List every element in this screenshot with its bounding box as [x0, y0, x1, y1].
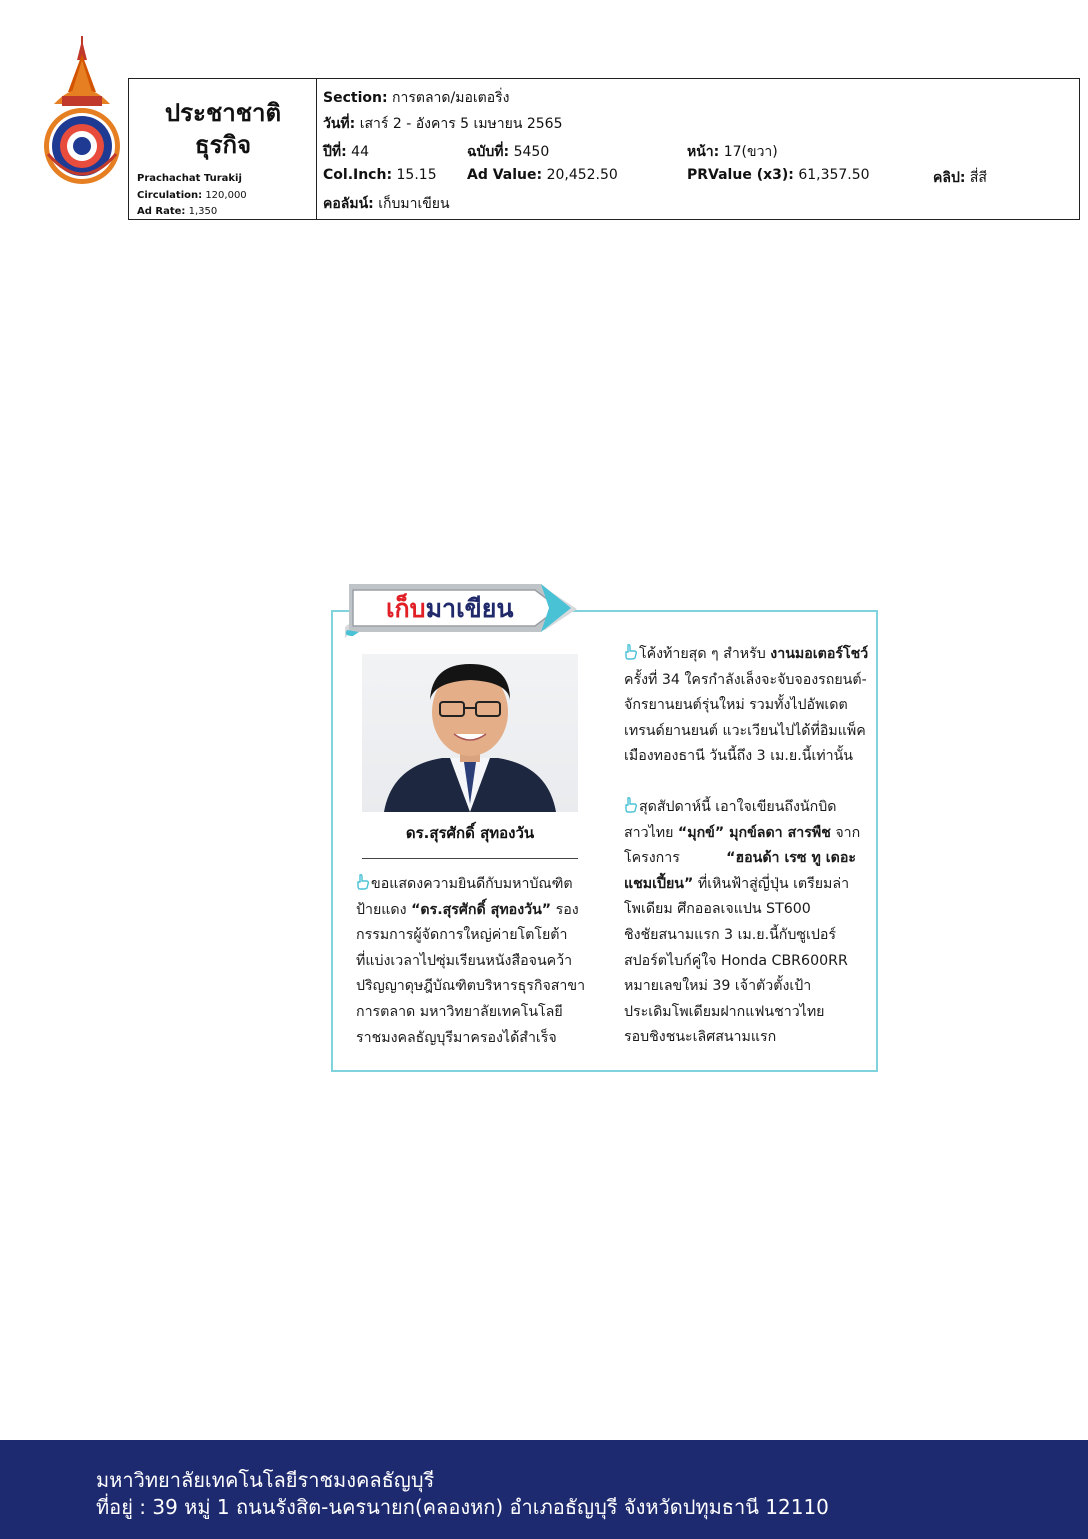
photo-caption: ดร.สุรศักดิ์ สุทองวัน: [405, 824, 535, 842]
date-value: เสาร์ 2 - อังคาร 5 เมษายน 2565: [359, 116, 563, 132]
publication-name-en: Prachachat Turakij: [137, 173, 242, 184]
footer-bar: [0, 1440, 1088, 1539]
highlight-project: “ฮอนด้า เรซ ทู เดอะ: [726, 850, 856, 867]
ad-rate-value: 1,350: [188, 206, 218, 217]
colinch-field: Col.Inch: 15.15: [323, 167, 437, 183]
right-column: โค้งท้ายสุด ๆ สำหรับ งานมอเตอร์โชว์ ครั้งที่ 34 ใครกำลังเล็งจะจับจองรถยนต์- จักรยานยนต์รุ่นใหม่ รวมทั้งไปอัพเดต เทรนด์ยานยนต์ แวะเวียนไปได้ที่อิมแพ็ค เมืองทองธานี วันนี้ถึง 3 เม.ย.นี้เท่านั้น สุดสัปดาห์นี้ เอาใจเขียนถึงนักบิด สาวไทย “มุกข์” มุกข์ลดา สารพืช จาก โครงการ “ฮอนด้า เรซ ทู เดอะ แชมเปี้ยน” ที่เหินฟ้าสู่ญี่ปุ่น เตรียมล่า โพเดียม ศึกออลเจแปน ST600 ชิงชัยสนามแรก 3 เม.ย.นี้กับซูเปอร์ สปอร์ตไบก์คู่ใจ Honda CBR600RR หมายเลขใหม่ 39 เจ้าตัวตั้งเป้า ประเดิมโพเดียมฝากแฟนชาวไทย รอบชิงชนะเลิศสนามแรก: [624, 646, 869, 1046]
section-value: การตลาด/มอเตอริ่ง: [392, 90, 510, 106]
highlight-motorshow: งานมอเตอร์โชว์: [770, 646, 869, 662]
footer-university-name: มหาวิทยาลัยเทคโนโลยีราชมงคลธัญบุรี: [96, 1468, 435, 1492]
highlight-rider: “มุกข์” มุกข์ลดา สารพืช: [677, 824, 831, 841]
issue-field: ฉบับที่: 5450: [467, 144, 550, 160]
pointing-hand-icon: [624, 797, 638, 813]
pointing-hand-icon: [356, 874, 370, 890]
left-column: ขอแสดงความยินดีกับมหาบัณฑิต ป้ายแดง “ดร.สุรศักดิ์ สุทองวัน” รอง กรรมการผู้จัดการใหญ่ค่ายโตโยต้า ที่แบ่งเวลาไปซุ่มเรียนหนังสือจนคว้า ปริญญาดุษฎีบัณฑิตบริหารธุรกิจสาขา การตลาด มหาวิทยาลัยเทคโนโลยี ราชมงคลธัญบุรีมาครองได้สำเร็จ: [356, 876, 586, 1046]
clipping-details: [319, 79, 1079, 219]
column-title: เก็บมาเขียน: [386, 594, 514, 623]
column-value: เก็บมาเขียน: [378, 196, 450, 212]
prvalue-field: PRValue (x3): 61,357.50: [687, 167, 870, 183]
pointing-hand-icon: [624, 644, 638, 660]
publication-name: ประชาชาติ ธุรกิจ: [164, 99, 282, 159]
highlight-name: “ดร.สุรศักดิ์ สุทองวัน”: [411, 901, 552, 918]
publication-meta: Prachachat Turakij Circulation: 120,000 Ad Rate: 1,350: [137, 173, 247, 217]
advalue-field: Ad Value: 20,452.50: [467, 167, 618, 183]
section-row: Section: การตลาด/มอเตอริ่ง: [323, 90, 510, 106]
portrait-illustration: [362, 654, 578, 812]
date-row: วันที่: เสาร์ 2 - อังคาร 5 เมษายน 2565: [323, 116, 563, 132]
caption-divider: [362, 858, 578, 859]
university-emblem-logo: [40, 34, 124, 186]
portrait-photo: [362, 654, 578, 812]
circulation-value: 120,000: [205, 189, 247, 201]
footer-address: ที่อยู่ : 39 หมู่ 1 ถนนรังสิต-นครนายก(คลองหก) อำเภอธัญบุรี จังหวัดปทุมธานี 12110: [96, 1495, 829, 1519]
clip-field: คลิป: สี่สี: [933, 170, 987, 186]
publication-block: [129, 79, 317, 219]
clipping-header: [128, 78, 1080, 220]
year-field: ปีที่: 44: [323, 144, 369, 160]
column-row: คอลัมน์: เก็บมาเขียน: [323, 196, 450, 212]
page-field: หน้า: 17(ขวา): [687, 144, 778, 160]
